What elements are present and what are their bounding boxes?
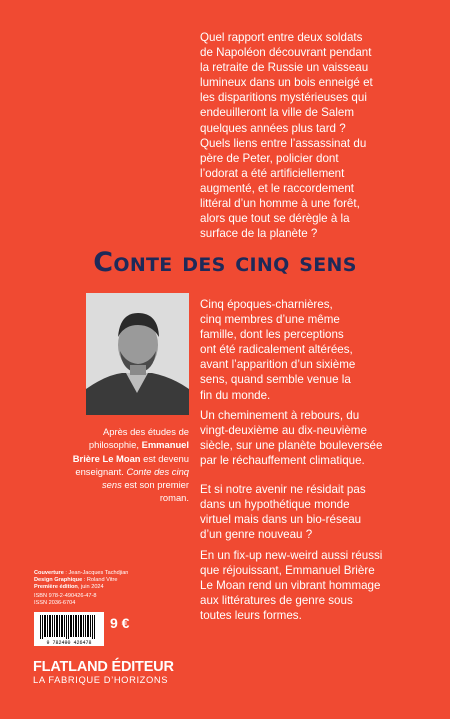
barcode-icon [34,612,104,646]
summary-paragraph-1: Cinq époques-charnières, cinq membres d’une même famille, dont les perceptions ont été radicalement altérées, avant l’apparition d’un sixième sens, quand semble venue la fin du monde. [200,298,356,402]
credit-cover-label: Couverture [34,570,64,576]
publisher-tagline: LA FABRIQUE D’HORIZONS [33,674,169,685]
credit-cover [34,570,184,577]
issn: ISSN 2036-6704 [34,600,76,607]
author-bio [72,425,189,505]
bio-before: Après des études de philosophie, [88,426,189,451]
credit-design [34,577,184,584]
credits [34,570,184,592]
credit-design-value: : Roland Vitre [82,577,118,584]
bio-after: est son premier roman. [121,479,189,504]
author-portrait-image [86,293,189,415]
summary-paragraph-2: Un cheminement à rebours, du vingt-deuxième au dix-neuvième siècle, sur une planète bouleversée par le réchauffement climatique. [200,409,383,468]
credit-cover-value: : Jean-Jacques Tachdjian [63,570,129,576]
bio-author-name: Emmanuel Brière Le Moan [72,439,189,464]
intro-paragraph: Quel rapport entre deux soldats de Napoléon découvrant pendant la retraite de Russie un vaisseau lumineux dans un bois enneigé et les disparitions mystérieuses qui endeuilleront la ville de Salem quelques années plus tard ? Quels liens entre l’assassinat du père de Peter, policier dont l’odorat a été artificiellement augmenté, et le raccordement littéral d’un homme à une forêt, alors que tout se dérègle à la surface de la planète ? [200,31,373,241]
publisher-logo [33,659,174,685]
barcode-number: 9 782490 426478 [46,640,92,646]
book-title: Conte des cinq sens [93,247,357,278]
credit-edition-label: Première édition [34,584,78,591]
bio-middle: est devenu enseignant. [75,452,189,477]
credit-edition [34,584,184,591]
summary-paragraph-3: Et si notre avenir ne résidait pas dans un hypothétique monde virtuel mais dans un bio-réseau d’un genre nouveau ? [200,483,366,542]
publisher-name: FLATLAND ÉDITEUR [33,659,174,675]
credit-edition-value: , juin 2024 [77,584,104,591]
barcode [34,612,104,646]
bio-book-title: Conte des cinq sens [101,465,189,491]
isbn: ISBN 978-2-490426-47-8 [34,593,97,599]
price: 9 € [110,615,130,631]
author-photo [86,293,189,415]
isbn-block [34,593,97,608]
credit-design-label: Design Graphique [34,577,83,584]
summary-paragraph-4: En un fix-up new-weird aussi réussi que réjouissant, Emmanuel Brière Le Moan rend un vibrant hommage aux littératures de genre sous toutes leurs formes. [200,549,383,623]
